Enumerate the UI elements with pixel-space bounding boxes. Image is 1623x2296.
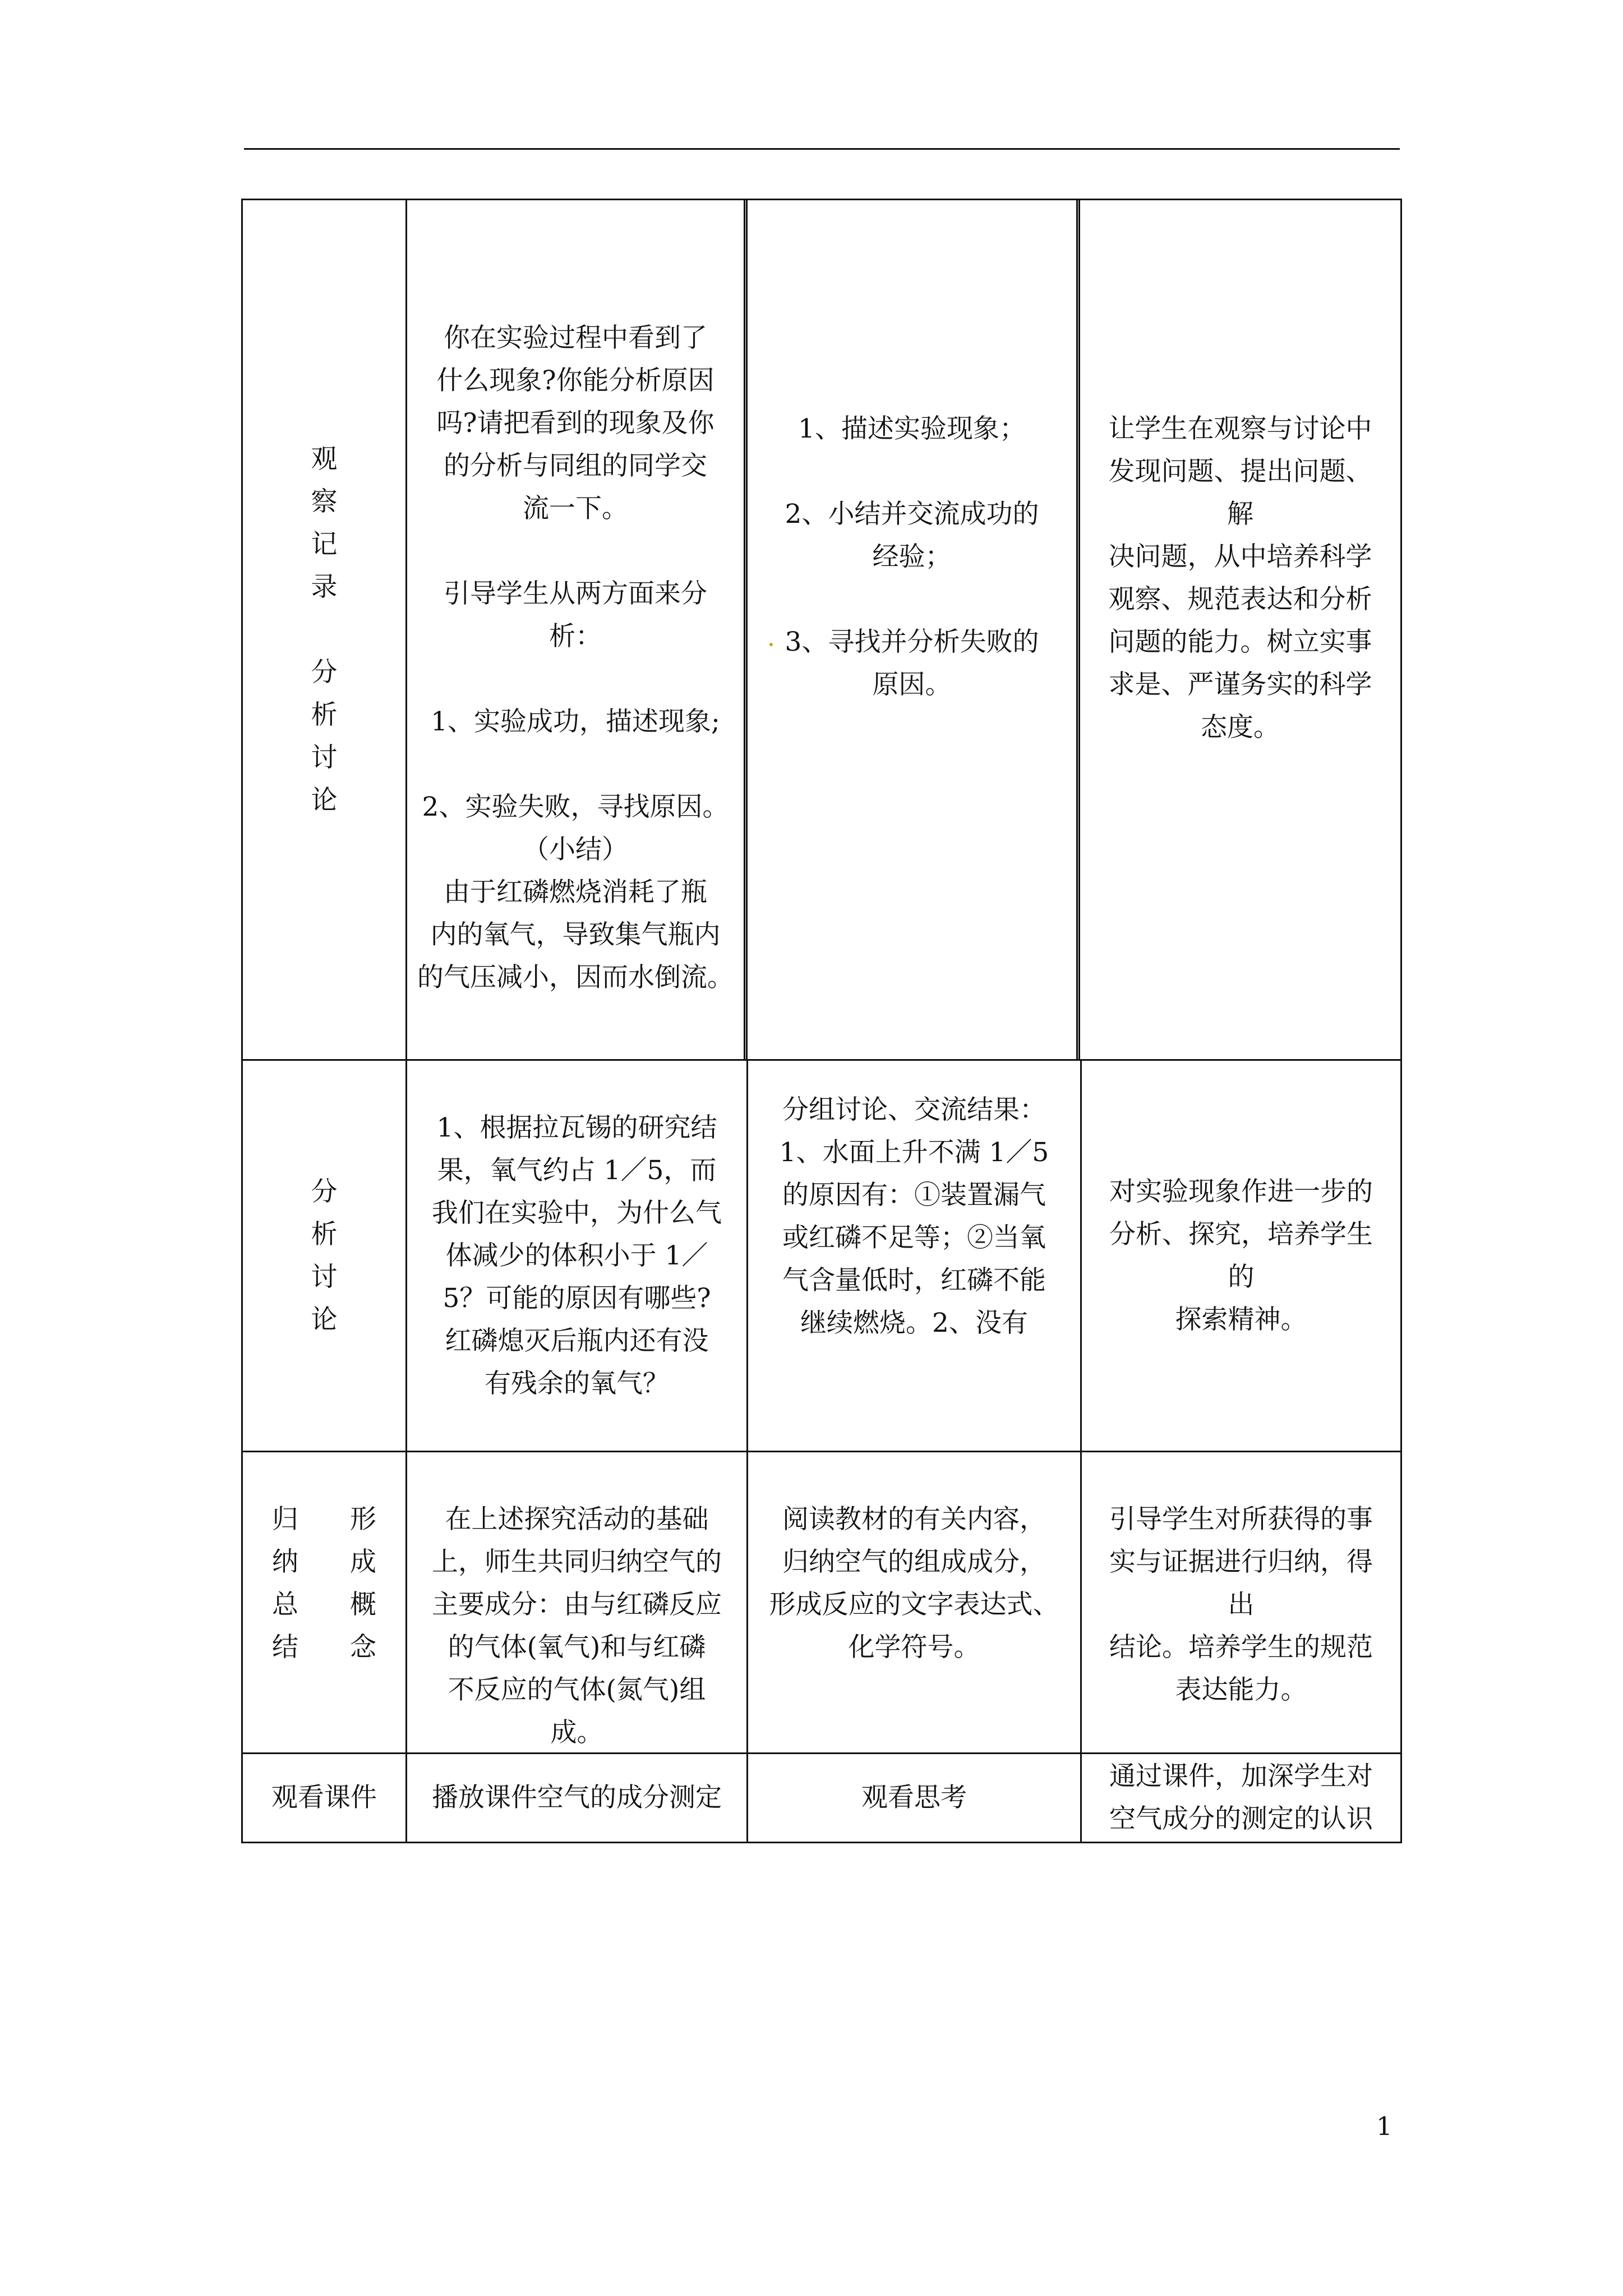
row3-teacher-activity [432, 1498, 722, 1754]
text-line: 的分析与同组的同学交 [444, 450, 707, 481]
row2-teacher-cell [407, 1061, 746, 1451]
text-line: 发现问题、提出问题、 [1108, 456, 1372, 487]
label-line: 结 [272, 1632, 298, 1663]
row3-intent-cell [1082, 1452, 1400, 1752]
text-line: 有残余的氧气？ [485, 1368, 669, 1399]
text-line: 1、实验成功，描述现象; [431, 706, 720, 737]
label-line: 记 [311, 528, 338, 560]
text-line: 你在实验过程中看到了 [444, 322, 707, 353]
text-line: 体减少的体积小于 1／ [445, 1240, 708, 1271]
line-spacer [785, 450, 1039, 493]
row2-label-cell [243, 1061, 405, 1451]
row2-intent-cell [1082, 1061, 1400, 1451]
row1-label [311, 438, 338, 822]
text-line: 红磷熄灭后瓶内还有没 [445, 1325, 709, 1356]
column-divider [744, 199, 745, 1061]
text-line: 的气体(氧气)和与红磷 [448, 1632, 706, 1663]
row3-design-intent [1109, 1498, 1373, 1711]
text-line: 对实验现象作进一步的 [1109, 1176, 1373, 1207]
label-line: 析 [311, 1218, 338, 1250]
text-line: 经验； [872, 541, 952, 572]
text-line: 阅读教材的有关内容， [782, 1504, 1046, 1535]
row1-student-cell [748, 200, 1076, 1059]
row4-student-activity [861, 1777, 967, 1819]
line-spacer [417, 658, 734, 701]
text-line: 归纳空气的组成成分， [782, 1547, 1046, 1577]
label-line: 察 [311, 486, 338, 517]
label-line: 分 [311, 656, 338, 688]
text-line: 结论。培养学生的规范 [1109, 1632, 1373, 1663]
text-line: 2、实验失败，寻找原因。 [422, 791, 729, 822]
row2-label [311, 1171, 338, 1341]
text-line: 决问题，从中培养科学 [1108, 541, 1372, 572]
text-line: 空气成分的测定的认识 [1109, 1803, 1373, 1834]
text-line: （小结） [523, 834, 628, 865]
label-line: 讨 [311, 742, 338, 773]
label-line: 形 [350, 1504, 376, 1535]
text-line: 上，师生共同归纳空气的 [432, 1547, 722, 1577]
text-line: 什么现象?你能分析原因 [436, 365, 714, 396]
row3-label-right [350, 1498, 376, 1669]
text-line: 实与证据进行归纳，得 [1109, 1547, 1373, 1577]
row2-student-cell [748, 1061, 1080, 1451]
text-line: 析： [549, 620, 602, 652]
label-line: 观看课件 [271, 1782, 377, 1813]
table-border-bottom [241, 1842, 1402, 1843]
text-line: 表达能力。 [1175, 1674, 1307, 1705]
text-line: 态度。 [1201, 712, 1280, 743]
label-line: 归 [272, 1504, 298, 1535]
text-line: 1、水面上升不满 1／5 [779, 1137, 1049, 1168]
text-line: 1、描述实验现象； [798, 413, 1026, 444]
row1-design-intent [1109, 408, 1372, 749]
text-line: 让学生在观察与讨论中 [1108, 413, 1372, 444]
text-line: 的 [1228, 1261, 1255, 1292]
text-line: 出 [1228, 1589, 1255, 1620]
row2-student-activity [780, 1089, 1049, 1345]
text-line: 引导学生对所获得的事 [1109, 1504, 1373, 1535]
text-line: 内的氧气，导致集气瓶内 [430, 919, 721, 950]
label-line: 分 [311, 1176, 338, 1207]
text-line: 引导学生从两方面来分 [444, 578, 707, 609]
page-number: 1 [1376, 2111, 1393, 2141]
text-line: 的气压减小，因而水倒流。 [417, 961, 734, 993]
row1-label-cell [243, 200, 405, 1059]
text-line: 在上述探究活动的基础 [445, 1504, 709, 1535]
label-line: 论 [311, 1304, 338, 1335]
row3-label-cell [243, 1452, 405, 1752]
label-line: 念 [350, 1632, 376, 1663]
row1-intent-cell [1080, 200, 1400, 1059]
text-line: 分析、探究，培养学生 [1109, 1218, 1373, 1250]
row1-student-activity [785, 408, 1039, 706]
text-line: 我们在实验中，为什么气 [432, 1197, 722, 1228]
row3-teacher-cell [407, 1452, 746, 1752]
text-line: 原因。 [872, 669, 952, 700]
label-line: 总 [272, 1589, 298, 1620]
row4-label-cell [243, 1754, 405, 1842]
row3-label-left [272, 1498, 298, 1669]
label-line: 录 [311, 571, 338, 602]
line-spacer [417, 530, 734, 573]
label-line: 成 [350, 1547, 376, 1577]
label-line: 论 [311, 784, 338, 816]
text-line: 观察、规范表达和分析 [1108, 584, 1372, 615]
label-line: 析 [311, 699, 338, 730]
text-line: 探索精神。 [1175, 1304, 1307, 1335]
text-line: 化学符号。 [848, 1632, 980, 1663]
text-line: 1、根据拉瓦锡的研究结 [436, 1112, 717, 1143]
row3-student-cell [748, 1452, 1080, 1752]
text-line: 通过课件，加深学生对 [1109, 1761, 1373, 1792]
table-border-right [1400, 199, 1402, 1843]
row4-student-cell [748, 1754, 1080, 1842]
row4-label [271, 1777, 377, 1819]
text-line: 求是、严谨务实的科学 [1108, 669, 1372, 700]
column-divider [1076, 199, 1078, 1061]
text-line: 的原因有：①装置漏气 [782, 1180, 1046, 1211]
text-line: 解 [1227, 499, 1253, 530]
text-line: 成。 [550, 1717, 603, 1748]
text-line: 播放课件空气的成分测定 [432, 1782, 722, 1813]
text-line: 问题的能力。树立实事 [1108, 627, 1372, 657]
text-line: 流一下。 [523, 493, 628, 524]
text-line: 不反应的气体(氮气)组 [448, 1674, 706, 1705]
text-line: 2、小结并交流成功的 [785, 499, 1039, 530]
row2-design-intent [1109, 1171, 1373, 1341]
line-spacer [417, 743, 734, 786]
row1-teacher-activity [417, 317, 734, 999]
row4-design-intent [1109, 1755, 1373, 1841]
label-line: 讨 [311, 1261, 338, 1292]
text-line: 继续燃烧。2、没有 [800, 1308, 1028, 1338]
label-line: 观 [311, 443, 338, 475]
small-dot-mark [769, 643, 773, 646]
text-line: 由于红磷燃烧消耗了瓶 [444, 876, 707, 908]
label-line: 纳 [272, 1547, 298, 1577]
text-line: 形成反应的文字表达式、 [769, 1589, 1059, 1620]
text-line: 吗?请把看到的现象及你 [436, 407, 714, 439]
text-line: 3、寻找并分析失败的 [785, 627, 1039, 657]
text-line: 主要成分：由与红磷反应 [432, 1589, 722, 1620]
line-spacer [785, 578, 1039, 621]
row2-teacher-activity [432, 1107, 722, 1405]
row1-teacher-cell [407, 200, 744, 1059]
text-line: 分组讨论、交流结果： [782, 1094, 1046, 1125]
text-line: 果，氧气约占 1／5，而 [437, 1154, 717, 1186]
label-line: 概 [350, 1589, 376, 1620]
text-line: 或红磷不足等；②当氧 [782, 1222, 1046, 1253]
row4-intent-cell [1082, 1754, 1400, 1842]
row3-label [272, 1498, 376, 1669]
row4-teacher-cell [407, 1754, 746, 1842]
row3-student-activity [769, 1498, 1059, 1669]
text-line: 气含量低时，红磷不能 [782, 1265, 1046, 1296]
text-line: 5？可能的原因有哪些? [442, 1282, 711, 1314]
row4-teacher-activity [432, 1777, 722, 1819]
text-line: 观看思考 [861, 1782, 967, 1813]
